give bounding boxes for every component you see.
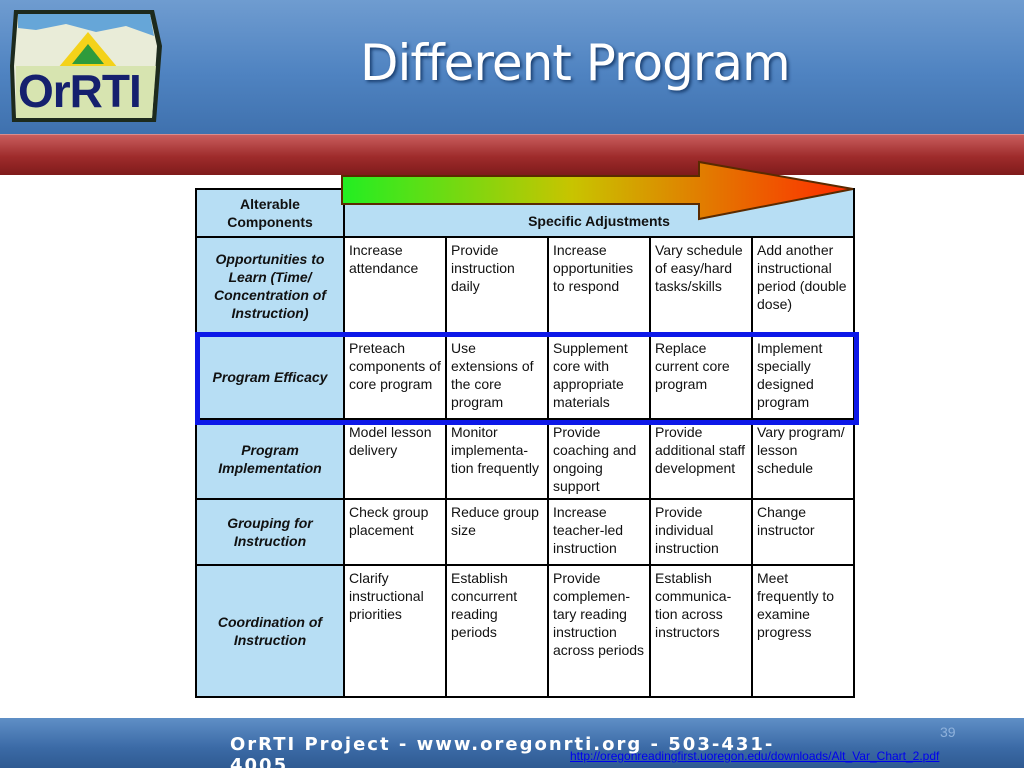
logo-text: OrRTI [18, 65, 141, 117]
table-row [196, 565, 854, 697]
adjustment-cell: Preteach components of core program [344, 335, 446, 419]
adjustment-cell: Vary schedule of easy/hard tasks/skills [650, 237, 752, 335]
program-efficacy-highlight [195, 332, 859, 425]
page-number: 39 [940, 724, 956, 740]
adjustment-cell: Check group placement [344, 499, 446, 565]
adjustment-cell: Replace current core program [650, 335, 752, 419]
corner-header: Alterable Components [196, 189, 344, 237]
gradient-arrow-icon [341, 160, 859, 222]
footer-text: OrRTI Project - www.oregonrti.org - 503-431-4005 [230, 734, 775, 776]
adjustment-cell: Reduce group size [446, 499, 548, 565]
adjustment-cell: Implement specially designed program [752, 335, 854, 419]
adjustments-table [195, 188, 853, 698]
adjustment-cell: Increase opportunities to respond [548, 237, 650, 335]
adjustment-cell: Use extensions of the core program [446, 335, 548, 419]
adjustment-cell: Add another instructional period (double dose) [752, 237, 854, 335]
adjustment-cell: Model lesson delivery [344, 419, 446, 499]
adjustment-cell: Supplement core with appropriate materials [548, 335, 650, 419]
component-label: Program Efficacy [196, 335, 344, 419]
adjustment-cell: Provide individual instruction [650, 499, 752, 565]
adjustment-cell: Provide complemen-tary reading instruction across periods [548, 565, 650, 697]
adjustments-header: Specific Adjustments [344, 189, 854, 237]
adjustment-cell: Provide instruction daily [446, 237, 548, 335]
adjustment-cell: Establish communica-tion across instructors [650, 565, 752, 697]
adjustment-cell: Change instructor [752, 499, 854, 565]
adjustment-cell: Establish concurrent reading periods [446, 565, 548, 697]
table-row [196, 419, 854, 499]
adjustment-cell: Provide additional staff development [650, 419, 752, 499]
adjustment-cell: Meet frequently to examine progress [752, 565, 854, 697]
source-link[interactable]: http://oregonreadingfirst.uoregon.edu/downloads/Alt_Var_Chart_2.pdf [570, 749, 940, 763]
component-label: Program Implementation [196, 419, 344, 499]
table-row [196, 499, 854, 565]
adjustment-cell: Monitor implementa-tion frequently [446, 419, 548, 499]
slide-title: Different Program [360, 34, 790, 92]
component-label: Coordination of Instruction [196, 565, 344, 697]
adjustment-cell: Clarify instructional priorities [344, 565, 446, 697]
adjustment-cell: Increase attendance [344, 237, 446, 335]
table-row [196, 237, 854, 335]
adjustment-cell: Provide coaching and ongoing support [548, 419, 650, 499]
adjustment-cell: Increase teacher-led instruction [548, 499, 650, 565]
component-label: Grouping for Instruction [196, 499, 344, 565]
adjustment-cell: Vary program/ lesson schedule [752, 419, 854, 499]
orrti-logo [6, 6, 166, 126]
component-label: Opportunities to Learn (Time/ Concentration of Instruction) [196, 237, 344, 335]
